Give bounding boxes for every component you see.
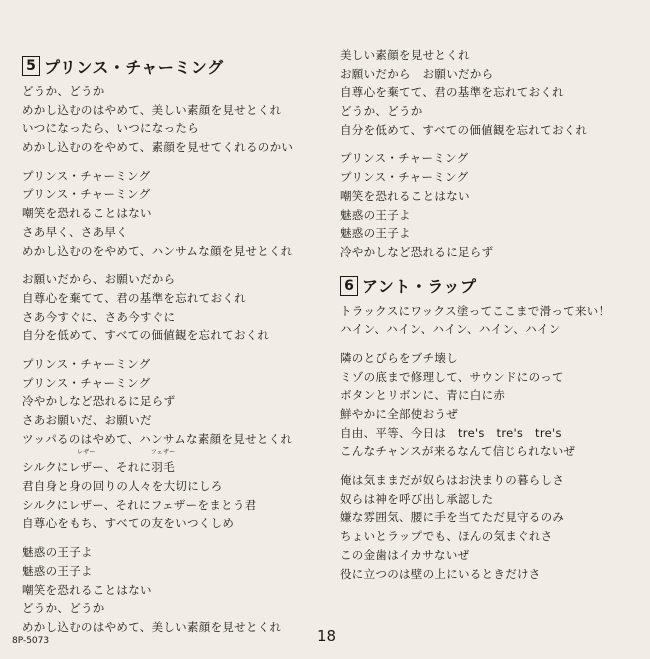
ruby-word [68, 449, 105, 477]
ruby-annotation: フェザー [150, 449, 176, 457]
lyric-line: プリンス・チャーミング [22, 168, 151, 183]
lyric-line: プリンス・チャーミング [340, 151, 469, 166]
stanza [22, 449, 322, 533]
right-column [340, 46, 640, 593]
lyric-line: ハイン、ハイン、ハイン、ハイン、ハイン [340, 322, 561, 337]
lyric-line: さあ早く、さあ早く [22, 224, 128, 239]
lyric-line: ツッパるのはやめて、ハンサムな素顔を見せとくれ [22, 431, 293, 446]
lyric-line: 自由、平等、今日は tre's tre's tre's [340, 425, 562, 440]
song-number-box: 6 [340, 276, 358, 296]
lyric-line: 役に立つのは壁の上にいるときだけさ [340, 566, 541, 581]
lyric-line: こんなチャンスが来るなんて信じられないぜ [340, 444, 576, 459]
lyric-line: プリンス・チャーミング [340, 170, 469, 185]
stanza [22, 355, 322, 448]
lyric-line: プリンス・チャーミング [22, 187, 151, 202]
song-heading-prince-charming [22, 52, 322, 80]
lyric-line: どうか、どうか [340, 104, 423, 119]
lyric-line: お願いだから お願いだから [340, 66, 494, 81]
stanza [340, 302, 640, 339]
lyric-line: ミゾの底まで修理して、サウンドにのって [340, 369, 564, 384]
lyric-line: どうか、どうか [22, 601, 105, 616]
lyric-line: お願いだから、お願いだから [22, 272, 176, 287]
lyric-line: 嘲笑を恐れることはない [340, 188, 470, 203]
lyric-line: 美しい素顔を見せとくれ [340, 48, 470, 62]
lyric-line: めかし込むのはやめて、美しい素顔を見せとくれ [22, 102, 282, 117]
song-title: プリンス・チャーミング [44, 57, 224, 77]
stanza [340, 471, 640, 583]
ruby-base: 羽毛 [151, 460, 175, 475]
song-number-box: 5 [22, 56, 40, 76]
lyric-line: 嘲笑を恐れることはない [22, 582, 152, 597]
lyric-line: さあお願いだ、お願いだ [22, 413, 152, 427]
catalog-number: 8P-5073 [12, 636, 50, 646]
lyric-line: 魅惑の王子よ [340, 226, 411, 241]
lyric-line: プリンス・チャーミング [22, 375, 151, 390]
lyric-line: さあ今すぐに、さあ今すぐに [22, 309, 176, 324]
stanza [22, 167, 322, 260]
stanza [22, 543, 322, 636]
stanza [340, 149, 640, 261]
lyric-line: 隣のとびらをブチ壊し [340, 350, 458, 365]
stanza [22, 82, 322, 157]
lyric-line: 冷やかしなど恐れるに足らず [340, 244, 494, 259]
lyric-line-with-ruby [22, 449, 322, 477]
lyric-line: ボタンとリボンに、青に白に赤 [340, 388, 506, 403]
lyric-line: 自尊心をもち、すべての友をいつくしめ [22, 516, 235, 531]
lyric-line: 魅惑の王子よ [22, 545, 93, 560]
left-column [22, 52, 322, 647]
lyric-line: めかし込むのはやめて、美しい素顔を見せとくれ [22, 619, 282, 634]
stanza [340, 46, 640, 139]
ruby-word [150, 449, 176, 477]
song-heading-ant-rap [340, 272, 640, 300]
lyric-line: いつになったら、いつになったら [22, 121, 199, 136]
lyric-line: 嫌な雰囲気、腰に手を当てただ見守るのみ [340, 510, 565, 525]
lyric-line: 自分を低めて、すべての価値観を忘れておくれ [340, 122, 588, 137]
lyric-line: 自尊心を棄てて、君の基準を忘れておくれ [22, 290, 246, 305]
lyric-line: 魅惑の王子よ [22, 563, 93, 578]
lyric-line: 君自身と身の回りの人々を大切にしろ [22, 479, 223, 494]
lyric-line: 魅惑の王子よ [340, 207, 411, 222]
song-title: アント・ラップ [362, 277, 477, 297]
lyric-line: この金歯はイカサないぜ [340, 547, 470, 562]
lyric-line: プリンス・チャーミング [22, 356, 151, 371]
lyric-line: 自尊心を棄てて、君の基準を忘れておくれ [340, 85, 564, 100]
lyric-line: めかし込むのをやめて、ハンサムな顔を見せとくれ [22, 243, 293, 258]
ruby-base: レザー [68, 460, 105, 475]
lyric-line: トラックスにワックス塗ってここまで滑って来い！ [340, 303, 611, 318]
lyric-fragment: シルクに [22, 460, 69, 475]
lyric-line: 俺は気ままだが奴らはお決まりの暮らしさ [340, 473, 565, 488]
lyric-line: 嘲笑を恐れることはない [22, 206, 152, 221]
lyric-line: どうか、どうか [22, 84, 105, 98]
stanza [22, 270, 322, 345]
lyric-line: シルクにレザー、それにフェザーをまとう君 [22, 497, 257, 512]
ruby-annotation: レザー [76, 449, 96, 457]
lyric-line: 鮮やかに全部使おうぜ [340, 407, 458, 421]
lyric-line: ちょいとラップでも、ほんの気まぐれさ [340, 529, 553, 544]
page-number: 18 [317, 627, 337, 645]
lyric-line: めかし込むのをやめて、素顔を見せてくれるのかい [22, 140, 294, 155]
lyric-line: 冷やかしなど恐れるに足らず [22, 394, 176, 409]
lyric-fragment: 、それに [104, 460, 152, 475]
stanza [340, 349, 640, 461]
lyric-line: 自分を低めて、すべての価値観を忘れておくれ [22, 328, 270, 343]
lyric-line: 奴らは神を呼び出し承認した [340, 491, 494, 506]
